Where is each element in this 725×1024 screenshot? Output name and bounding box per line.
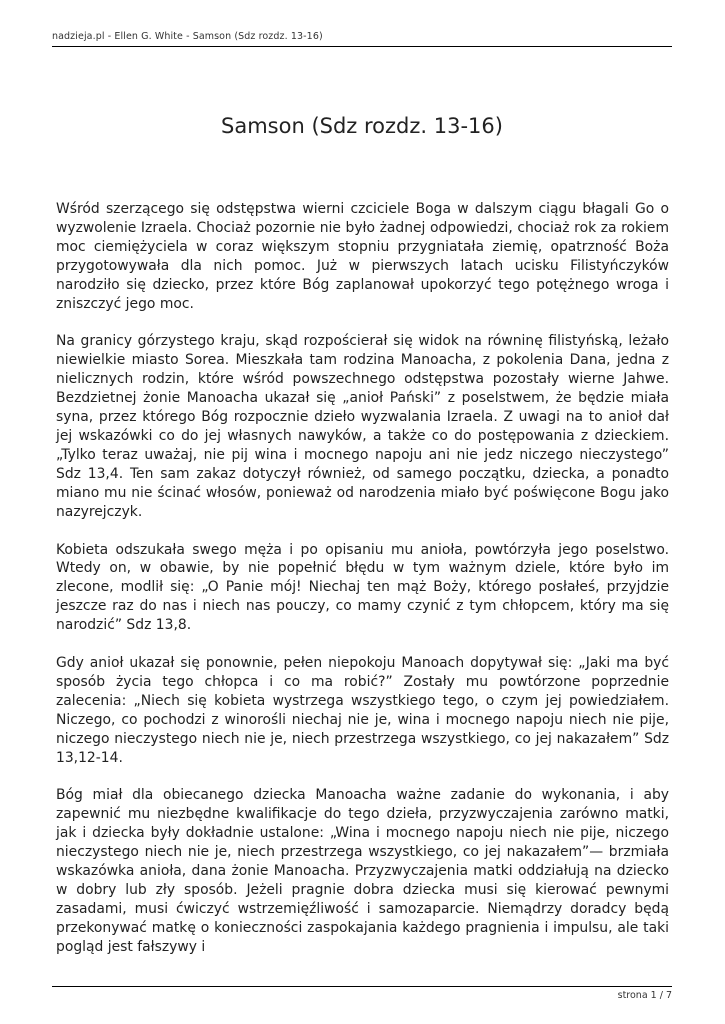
document-body	[56, 200, 669, 976]
page-number: strona 1 / 7	[617, 990, 672, 1001]
paragraph-2: Na granicy górzystego kraju, skąd rozpościerał się widok na równinę filistyńską, leżało niewielkie miasto Sorea. Mieszkała tam rodzina Manoacha, z pokolenia Dana, jedna z nielicznych rodzin, które wśród powszechnego odstępstwa pozostały wierne Jahwe. Bezdzietnej żonie Manoacha ukazał się „anioł Pański” z poselstwem, że będzie miała syna, przez którego Bóg rozpocznie dzieło wyzwalania Izraela. Z uwagi na to anioł dał jej wskazówki co do jej własnych nawyków, a także co do postępowania z dzieckiem. „Tylko teraz uważaj, nie pij wina i mocnego napoju ani nie jedz niczego nieczystego” Sdz 13,4. Ten sam zakaz dotyczył również, od samego początku, dziecka, a ponadto miano mu nie ścinać włosów, ponieważ od narodzenia miało być poświęcone Bogu jako nazyrejczyk.	[56, 333, 669, 520]
paragraph-1: Wśród szerzącego się odstępstwa wierni czciciele Boga w dalszym ciągu błagali Go o wyzwolenie Izraela. Chociaż pozornie nie było żadnej odpowiedzi, chociaż rok za rokiem moc ciemiężyciela w coraz większym stopniu przygniatała ziemię, opatrzność Boża przygotowywała dla nich pomoc. Już w pierwszych latach ucisku Filistyńczyków narodziło się dziecko, przez które Bóg zaplanował upokorzyć tego potężnego wroga i zniszczyć jego moc.	[56, 201, 669, 312]
page-header: nadzieja.pl - Ellen G. White - Samson (Sdz rozdz. 13-16)	[52, 31, 323, 42]
header-divider	[52, 46, 672, 47]
footer-divider	[52, 986, 672, 987]
paragraph-4: Gdy anioł ukazał się ponownie, pełen niepokoju Manoach dopytywał się: „Jaki ma być sposób życia tego chłopca i co ma robić?” Zostały mu powtórzone poprzednie zalecenia: „Niech się kobieta wystrzega wszystkiego tego, o czym jej powiedziałem. Niczego, co pochodzi z winorośli niechaj nie je, wina i mocnego napoju niech nie pije, niczego nieczystego niech nie je, niech przestrzega wszystkiego, co jej nakazałem” Sdz 13,12-14.	[56, 655, 669, 766]
paragraph-5: Bóg miał dla obiecanego dziecka Manoacha ważne zadanie do wykonania, i aby zapewnić mu niezbędne kwalifikacje do tego dzieła, przyzwyczajenia zarówno matki, jak i dziecka były dokładnie ustalone: „Wina i mocnego napoju niech nie pije, niczego nieczystego niech nie je, niech przestrzega wszystkiego, co jej nakazałem”— brzmiała wskazówka anioła, dana żonie Manoacha. Przyzwyczajenia matki oddziałują na dziecko w dobry lub zły sposób. Jeżeli pragnie dobra dziecka musi się kierować pewnymi zasadami, musi ćwiczyć wstrzemięźliwość i samozaparcie. Niemądrzy doradcy będą przekonywać matkę o konieczności zaspokajania każdego pragnienia i impulsu, ale taki pogląd jest fałszywy i	[56, 787, 669, 955]
document-title: Samson (Sdz rozdz. 13-16)	[221, 114, 503, 138]
paragraph-3: Kobieta odszukała swego męża i po opisaniu mu anioła, powtórzyła jego poselstwo. Wtedy on, w obawie, by nie popełnić błędu w tym ważnym dziele, które było im zlecone, modlił się: „O Panie mój! Niechaj ten mąż Boży, którego posłałeś, przyjdzie jeszcze raz do nas i niech nas pouczy, co mamy czynić z tym chłopcem, który ma się narodzić” Sdz 13,8.	[56, 541, 669, 634]
